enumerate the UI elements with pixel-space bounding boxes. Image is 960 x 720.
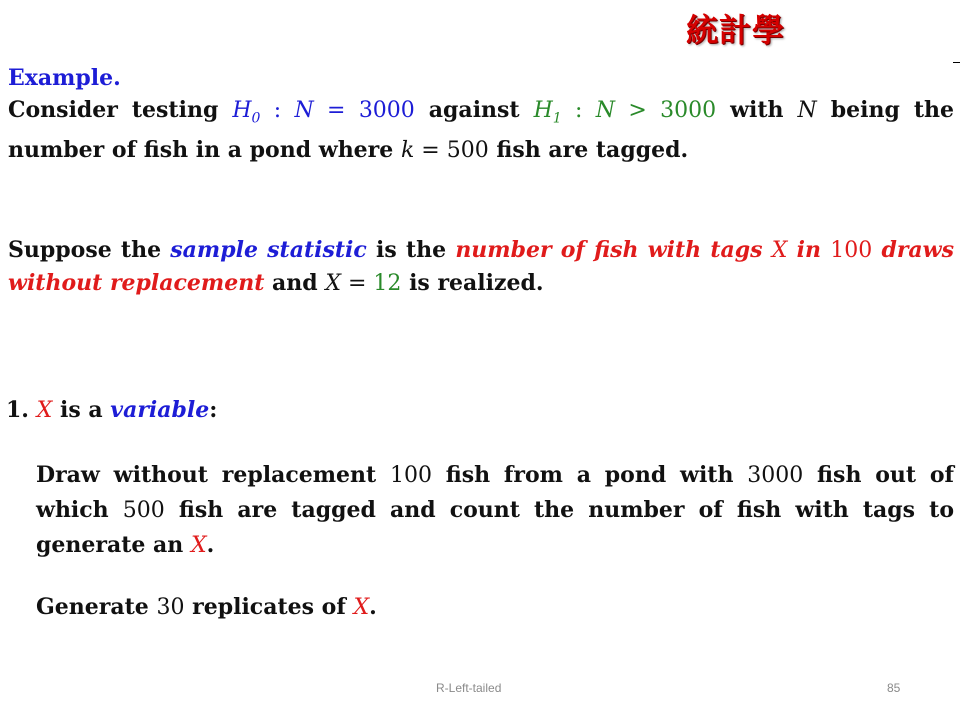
example-block (8, 62, 954, 167)
list-item-1 (6, 394, 954, 427)
draw-paragraph (36, 458, 954, 563)
value-3000: 3000 (747, 463, 804, 488)
corner-tick-mark (953, 62, 960, 63)
hypothesis-paragraph (8, 94, 954, 167)
greater-than: > (615, 98, 661, 123)
text: is realized. (401, 270, 544, 296)
h0-colon: : (260, 98, 295, 123)
text: being the number of fish in a pond where (8, 97, 955, 164)
equals: = (340, 271, 374, 296)
value-12: 12 (373, 271, 402, 296)
k-symbol: k (400, 138, 415, 164)
equals: = (414, 138, 447, 164)
variable-term: variable (110, 397, 210, 423)
text: and (264, 270, 326, 296)
h0-symbol: $H_0$ (232, 98, 261, 127)
x-symbol: X (771, 238, 788, 263)
text: is a (52, 397, 111, 423)
h1-symbol: $H_1$ (533, 98, 562, 127)
generate-paragraph (36, 590, 954, 625)
equals: = (313, 98, 359, 123)
text: fish are tagged and count the number of fish with tags to generate an (36, 497, 954, 558)
suppose-paragraph (8, 234, 954, 300)
text: fish from a pond with (431, 462, 748, 488)
x-symbol: X (36, 398, 53, 423)
value-100: 100 (830, 238, 873, 263)
slide-title: 統計學 (686, 11, 786, 49)
text: with (716, 97, 798, 123)
x-symbol: X (190, 533, 207, 558)
text: Consider testing (8, 97, 233, 123)
value-3000: 3000 (358, 98, 415, 123)
value-500: 500 (446, 138, 489, 164)
statistic-definition: draws without replacement (8, 237, 954, 296)
text: : (209, 397, 218, 423)
value-30: 30 (156, 595, 185, 620)
statistic-definition: number of fish with tags (455, 237, 772, 263)
sample-statistic-term: sample statistic (170, 237, 367, 263)
value-500: 500 (122, 498, 165, 523)
value-100: 100 (389, 463, 432, 488)
text: against (414, 97, 534, 123)
list-number: 1. (6, 397, 29, 423)
text: Suppose the (8, 237, 171, 263)
x-symbol: X (353, 595, 370, 620)
value-3000: 3000 (660, 98, 717, 123)
h1-colon: : (561, 98, 596, 123)
text: . (206, 532, 215, 558)
n-symbol: N (797, 98, 817, 123)
text: . (369, 594, 377, 620)
text: replicates of (184, 594, 354, 620)
text: fish out of which (36, 462, 954, 523)
n-symbol: N (294, 98, 314, 123)
example-heading: Example. (8, 65, 121, 91)
footer-label: R-Left-tailed (436, 681, 502, 695)
page-number: 85 (887, 681, 901, 695)
text: Draw without replacement (36, 462, 390, 488)
text: Generate (36, 594, 157, 620)
x-symbol: X (325, 271, 341, 296)
statistic-definition: in (787, 237, 831, 263)
text: fish are tagged. (488, 137, 689, 164)
n-symbol: N (595, 98, 615, 123)
text: is the (366, 237, 456, 263)
